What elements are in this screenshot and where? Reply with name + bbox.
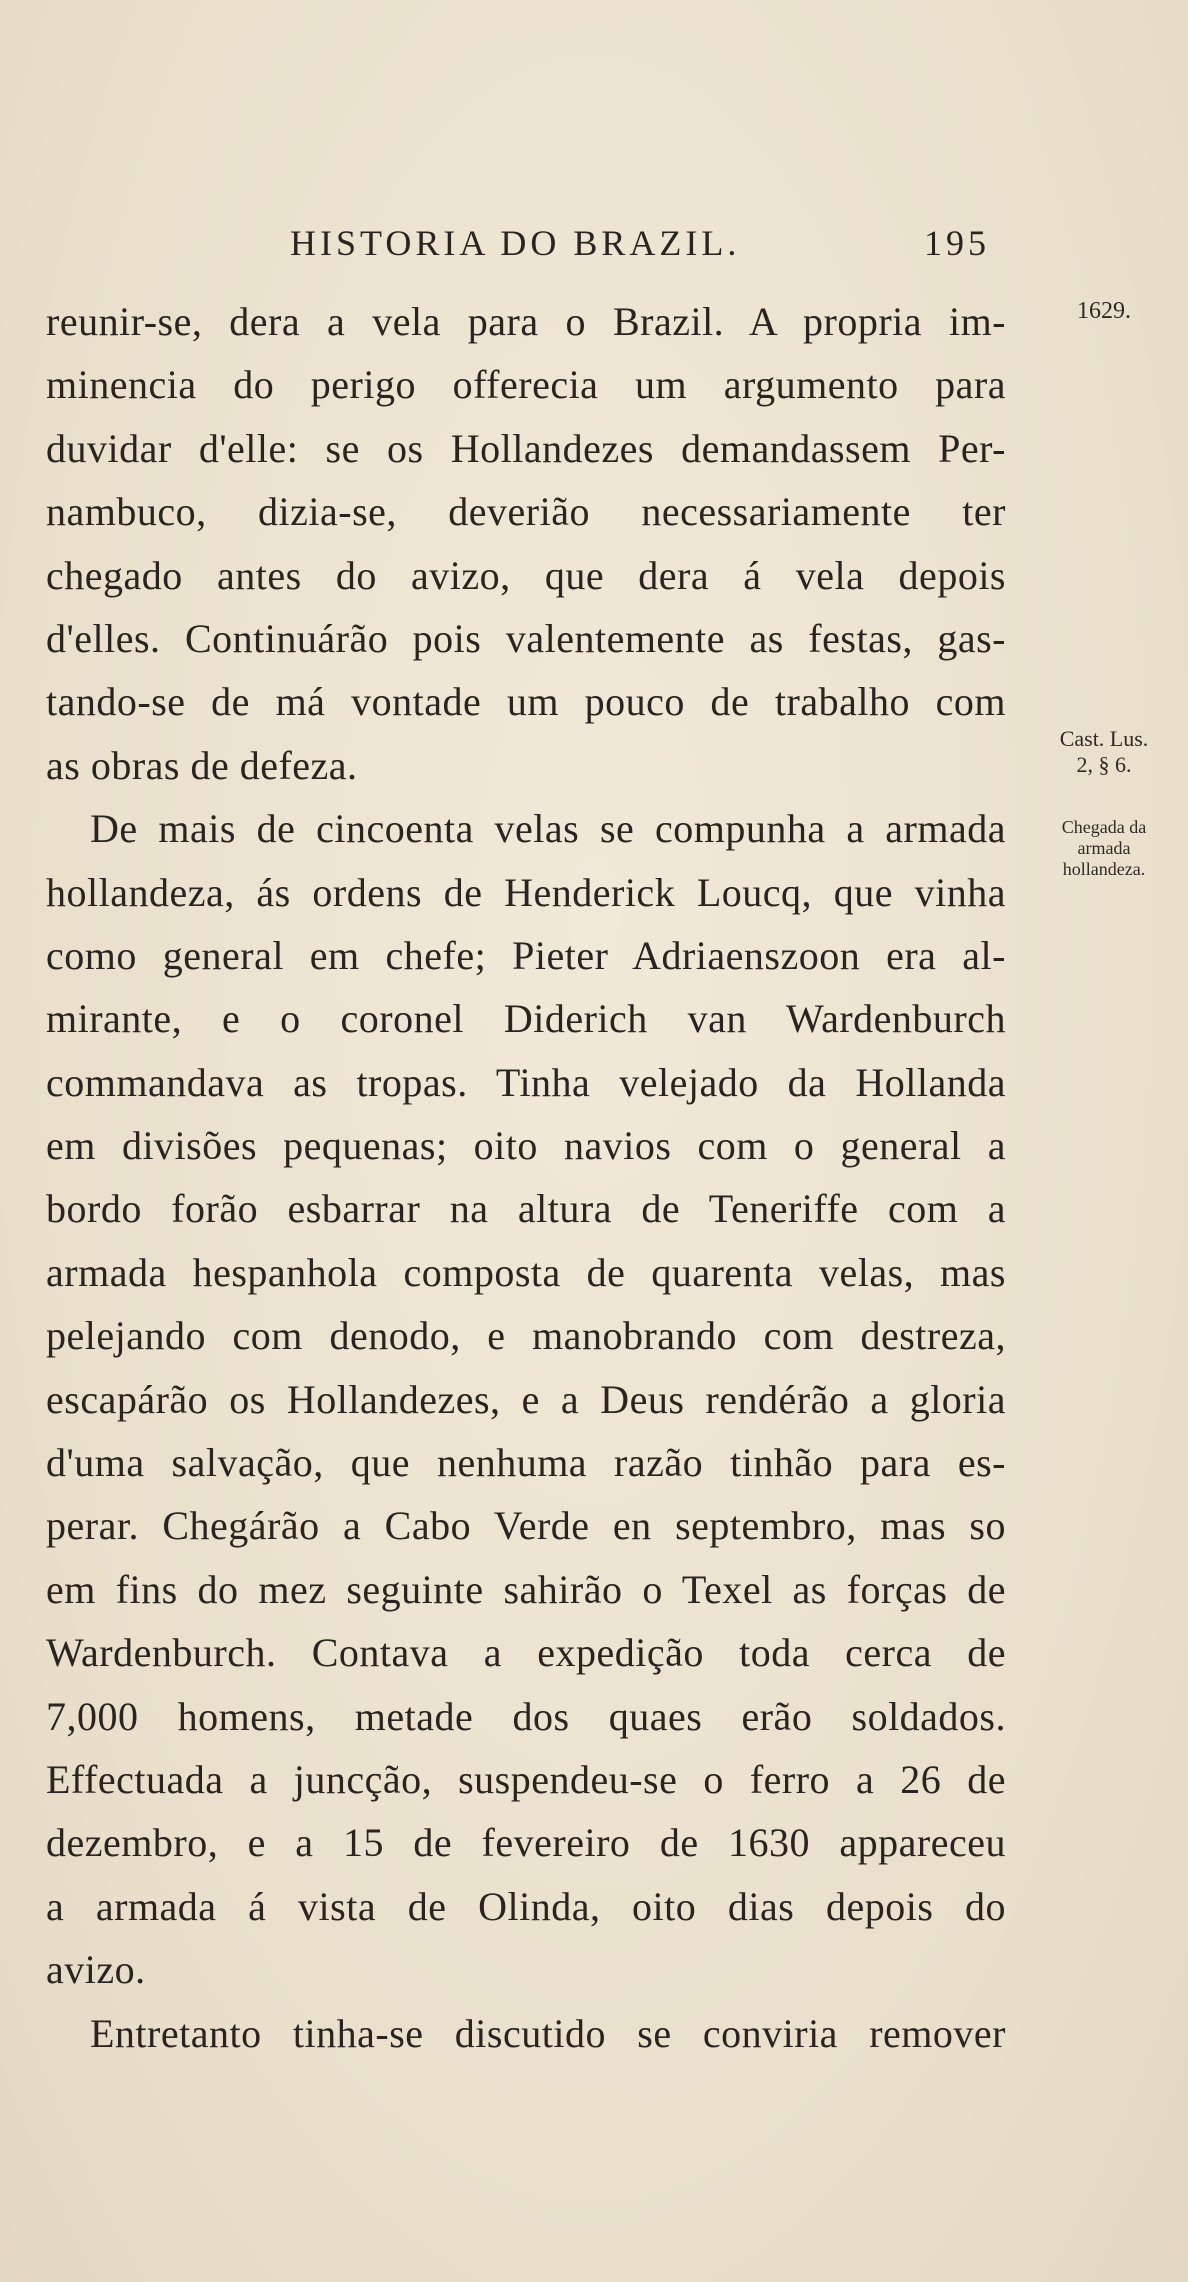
margin-reference-line: Cast. Lus. — [1059, 726, 1149, 751]
text-line: mirante, e o coronel Diderich van Wardenburch — [46, 996, 1006, 1042]
margin-heading-line: hollandeza. — [1062, 859, 1146, 879]
body-text — [46, 290, 1006, 2065]
margin-reference-line: 2, § 6. — [1076, 752, 1132, 777]
text-line: duvidar d'elle: se os Hollandezes demandassem Per- — [46, 425, 1006, 471]
text-line: nambuco, dizia-se, deverião necessariamente ter — [46, 489, 1006, 535]
text-line: minencia do perigo offerecia um argumento para — [46, 362, 1006, 408]
text-line: tando-se de má vontade um pouco de trabalho com — [46, 679, 1006, 725]
text-line: avizo. — [46, 1947, 146, 1993]
text-line: bordo forão esbarrar na altura de Teneriffe com a — [46, 1186, 1006, 1232]
text-line: em divisões pequenas; oito navios com o general a — [46, 1123, 1006, 1169]
text-line: Entretanto tinha-se discutido se conviria remover — [90, 2010, 1006, 2056]
text-line: perar. Chegárão a Cabo Verde en septembro, mas so — [46, 1503, 1006, 1549]
text-line: Wardenburch. Contava a expedição toda cerca de — [46, 1630, 1006, 1676]
text-line: a armada á vista de Olinda, oito dias depois do — [46, 1883, 1006, 1929]
page-number: 195 — [924, 223, 990, 263]
text-line: como general em chefe; Pieter Adriaenszoon era al- — [46, 932, 1006, 978]
text-line: chegado antes do avizo, que dera á vela depois — [46, 552, 1006, 598]
text-line: escapárão os Hollandezes, e a Deus rendérão a gloria — [46, 1376, 1006, 1422]
margin-note-year — [1020, 300, 1188, 322]
text-line: armada hespanhola composta de quarenta velas, mas — [46, 1249, 1006, 1295]
text-line: De mais de cincoenta velas se compunha a armada — [90, 806, 1006, 852]
text-line: pelejando com denodo, e manobrando com destreza, — [46, 1313, 1006, 1359]
text-line: hollandeza, ás ordens de Henderick Loucq, que vinha — [46, 869, 1006, 915]
margin-note-heading — [1020, 817, 1188, 880]
text-line: as obras de defeza. — [46, 742, 358, 788]
text-line: commandava as tropas. Tinha velejado da Hollanda — [46, 1059, 1006, 1105]
text-line: Effectuada a juncção, suspendeu-se o ferro a 26 de — [46, 1756, 1006, 1802]
text-line: reunir-se, dera a vela para o Brazil. A propria im- — [46, 299, 1006, 344]
margin-heading-line: Chegada da — [1061, 817, 1147, 837]
text-line: dezembro, e a 15 de fevereiro de 1630 appareceu — [46, 1820, 1006, 1866]
running-title: HISTORIA DO BRAZIL. — [290, 223, 741, 263]
margin-heading-line: armada — [1077, 838, 1131, 858]
margin-year: 1629. — [1077, 298, 1131, 324]
running-head — [290, 222, 990, 272]
margin-note-reference — [1020, 726, 1188, 778]
text-line: 7,000 homens, metade dos quaes erão soldados. — [46, 1693, 1006, 1739]
text-line: em fins do mez seguinte sahirão o Texel as forças de — [46, 1566, 1006, 1612]
text-line: d'elles. Continuárão pois valentemente as festas, gas- — [46, 615, 1006, 661]
text-line: d'uma salvação, que nenhuma razão tinhão para es- — [46, 1440, 1006, 1486]
